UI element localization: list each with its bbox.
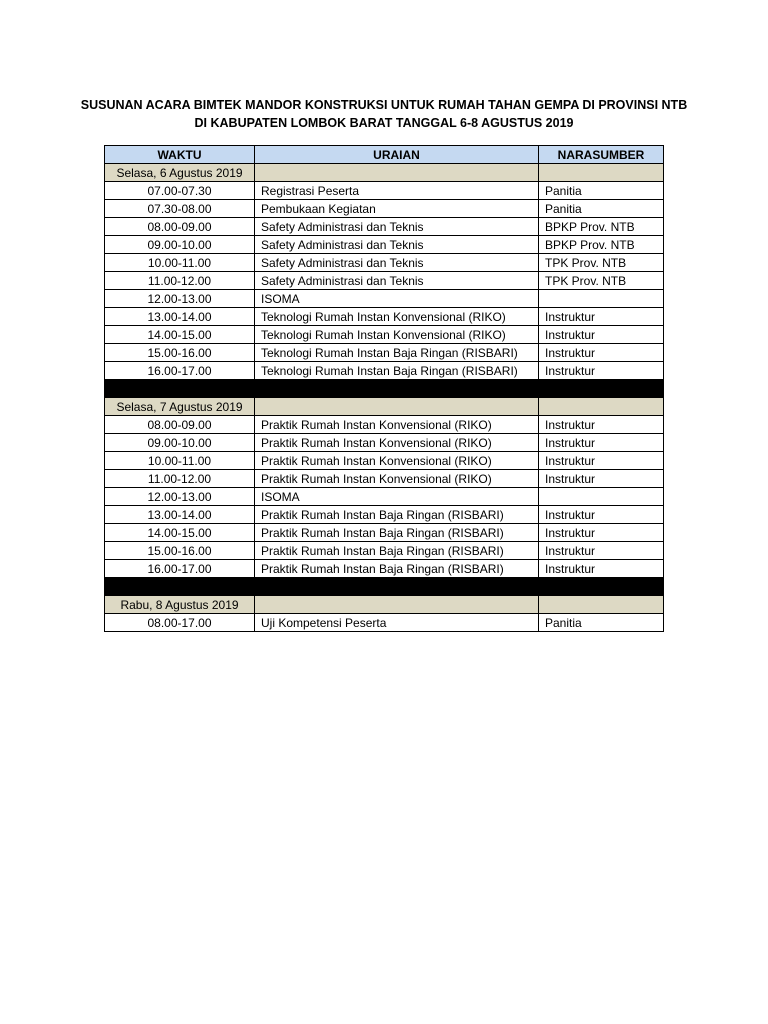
session-description: Safety Administrasi dan Teknis xyxy=(255,272,539,290)
table-row xyxy=(105,308,664,326)
table-row xyxy=(105,542,664,560)
table-row xyxy=(105,326,664,344)
session-time: 08.00-09.00 xyxy=(105,218,255,236)
session-time: 09.00-10.00 xyxy=(105,236,255,254)
session-time: 13.00-14.00 xyxy=(105,308,255,326)
session-speaker: TPK Prov. NTB xyxy=(539,272,664,290)
session-time: 11.00-12.00 xyxy=(105,470,255,488)
table-row xyxy=(105,182,664,200)
table-row xyxy=(105,236,664,254)
title-line-1: SUSUNAN ACARA BIMTEK MANDOR KONSTRUKSI UNTUK RUMAH TAHAN GEMPA DI PROVINSI NTB xyxy=(80,98,688,112)
session-time: 10.00-11.00 xyxy=(105,452,255,470)
session-time: 15.00-16.00 xyxy=(105,542,255,560)
day-header-row xyxy=(105,164,664,182)
session-speaker: TPK Prov. NTB xyxy=(539,254,664,272)
session-description: Safety Administrasi dan Teknis xyxy=(255,236,539,254)
session-speaker: Panitia xyxy=(539,200,664,218)
session-speaker: Instruktur xyxy=(539,452,664,470)
session-speaker: Panitia xyxy=(539,614,664,632)
session-speaker: Instruktur xyxy=(539,506,664,524)
table-row xyxy=(105,344,664,362)
session-time: 15.00-16.00 xyxy=(105,344,255,362)
session-time: 12.00-13.00 xyxy=(105,488,255,506)
session-description: Praktik Rumah Instan Konvensional (RIKO) xyxy=(255,416,539,434)
session-time: 08.00-17.00 xyxy=(105,614,255,632)
table-row xyxy=(105,452,664,470)
session-description: Pembukaan Kegiatan xyxy=(255,200,539,218)
session-description: ISOMA xyxy=(255,488,539,506)
table-row xyxy=(105,524,664,542)
session-description: Safety Administrasi dan Teknis xyxy=(255,254,539,272)
table-row xyxy=(105,272,664,290)
day-label: Selasa, 6 Agustus 2019 xyxy=(105,164,255,182)
table-row xyxy=(105,470,664,488)
session-speaker: BPKP Prov. NTB xyxy=(539,236,664,254)
header-narasumber: NARASUMBER xyxy=(539,146,664,164)
session-speaker: Instruktur xyxy=(539,344,664,362)
table-row xyxy=(105,560,664,578)
session-description: Teknologi Rumah Instan Baja Ringan (RISBARI) xyxy=(255,344,539,362)
session-description: Registrasi Peserta xyxy=(255,182,539,200)
session-description: Praktik Rumah Instan Baja Ringan (RISBARI) xyxy=(255,506,539,524)
session-description: Teknologi Rumah Instan Konvensional (RIKO) xyxy=(255,326,539,344)
table-row xyxy=(105,200,664,218)
session-description: Teknologi Rumah Instan Baja Ringan (RISBARI) xyxy=(255,362,539,380)
session-description: Praktik Rumah Instan Konvensional (RIKO) xyxy=(255,470,539,488)
session-speaker xyxy=(539,290,664,308)
title-line-2: DI KABUPATEN LOMBOK BARAT TANGGAL 6-8 AGUSTUS 2019 xyxy=(194,116,574,130)
session-time: 08.00-09.00 xyxy=(105,416,255,434)
schedule-table xyxy=(104,145,664,632)
session-description: Safety Administrasi dan Teknis xyxy=(255,218,539,236)
day-separator xyxy=(105,578,664,596)
session-description: Praktik Rumah Instan Baja Ringan (RISBARI) xyxy=(255,542,539,560)
session-speaker: BPKP Prov. NTB xyxy=(539,218,664,236)
session-time: 14.00-15.00 xyxy=(105,524,255,542)
session-time: 13.00-14.00 xyxy=(105,506,255,524)
session-speaker: Instruktur xyxy=(539,308,664,326)
session-time: 09.00-10.00 xyxy=(105,434,255,452)
table-row xyxy=(105,614,664,632)
session-description: Teknologi Rumah Instan Konvensional (RIKO) xyxy=(255,308,539,326)
table-row xyxy=(105,488,664,506)
session-speaker: Instruktur xyxy=(539,470,664,488)
header-row xyxy=(105,146,664,164)
table-row xyxy=(105,434,664,452)
session-speaker xyxy=(539,488,664,506)
table-row xyxy=(105,290,664,308)
table-row xyxy=(105,254,664,272)
session-speaker: Panitia xyxy=(539,182,664,200)
day-label: Rabu, 8 Agustus 2019 xyxy=(105,596,255,614)
session-description: Praktik Rumah Instan Konvensional (RIKO) xyxy=(255,452,539,470)
session-description: ISOMA xyxy=(255,290,539,308)
session-time: 10.00-11.00 xyxy=(105,254,255,272)
session-speaker: Instruktur xyxy=(539,416,664,434)
session-time: 07.30-08.00 xyxy=(105,200,255,218)
table-row xyxy=(105,506,664,524)
session-speaker: Instruktur xyxy=(539,560,664,578)
session-speaker: Instruktur xyxy=(539,326,664,344)
day-separator xyxy=(105,380,664,398)
session-speaker: Instruktur xyxy=(539,434,664,452)
session-description: Praktik Rumah Instan Konvensional (RIKO) xyxy=(255,434,539,452)
table-row xyxy=(105,218,664,236)
session-time: 11.00-12.00 xyxy=(105,272,255,290)
session-speaker: Instruktur xyxy=(539,524,664,542)
table-row xyxy=(105,416,664,434)
day-header-row xyxy=(105,398,664,416)
schedule-body xyxy=(105,164,664,632)
header-uraian: URAIAN xyxy=(255,146,539,164)
session-time: 14.00-15.00 xyxy=(105,326,255,344)
session-time: 16.00-17.00 xyxy=(105,362,255,380)
table-row xyxy=(105,362,664,380)
session-speaker: Instruktur xyxy=(539,362,664,380)
header-waktu: WAKTU xyxy=(105,146,255,164)
session-description: Praktik Rumah Instan Baja Ringan (RISBARI) xyxy=(255,560,539,578)
session-description: Uji Kompetensi Peserta xyxy=(255,614,539,632)
session-time: 07.00-07.30 xyxy=(105,182,255,200)
session-speaker: Instruktur xyxy=(539,542,664,560)
day-header-row xyxy=(105,596,664,614)
day-label: Selasa, 7 Agustus 2019 xyxy=(105,398,255,416)
session-time: 12.00-13.00 xyxy=(105,290,255,308)
document-title xyxy=(0,96,768,132)
session-description: Praktik Rumah Instan Baja Ringan (RISBARI) xyxy=(255,524,539,542)
session-time: 16.00-17.00 xyxy=(105,560,255,578)
